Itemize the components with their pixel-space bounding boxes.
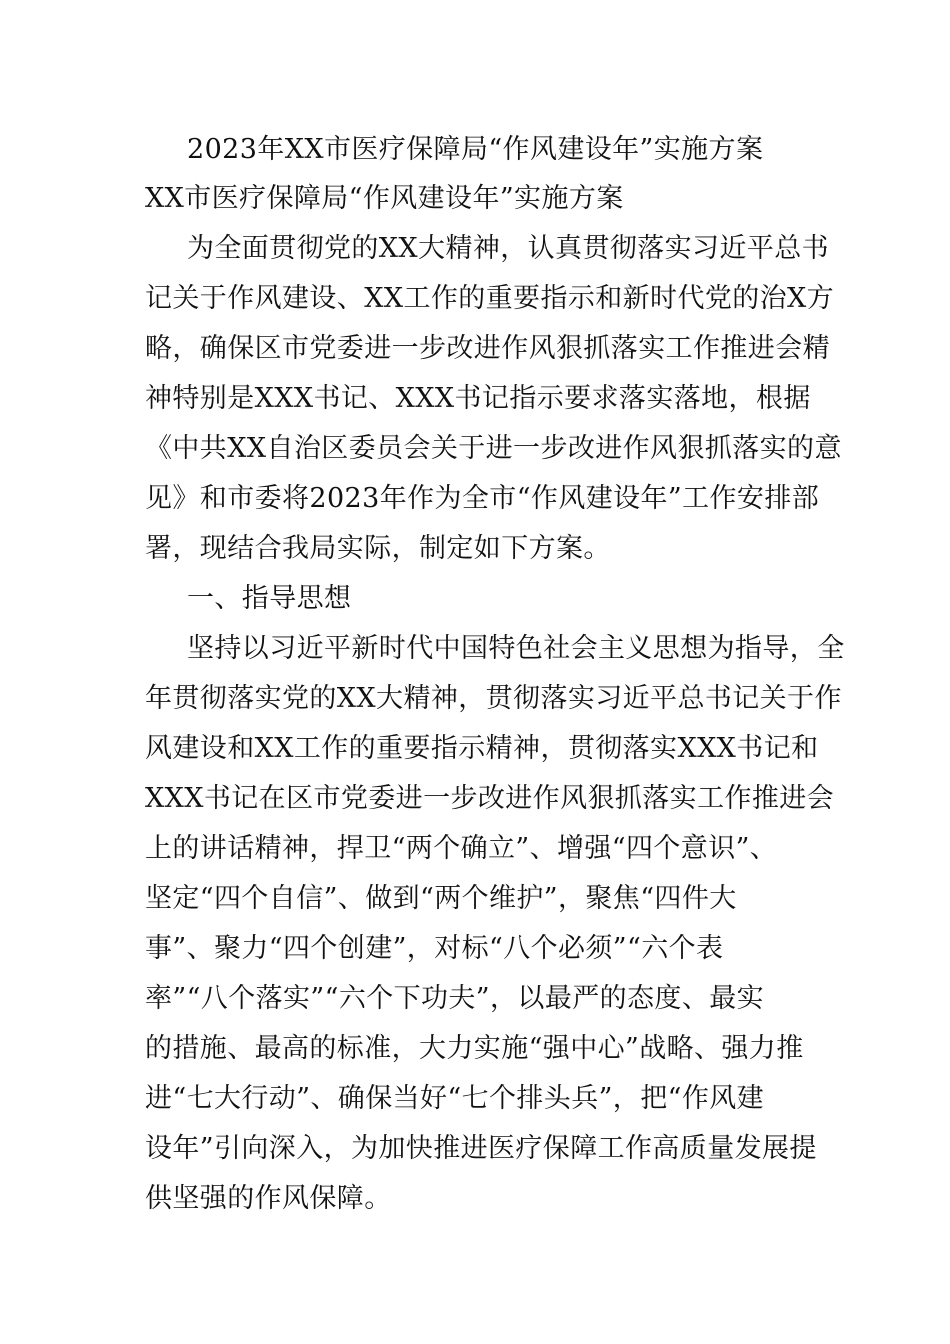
section-paragraph-line: 上的讲话精神，捍卫“两个确立”、增强“四个意识”、 [145,833,778,864]
section-paragraph-line: 事”、聚力“四个创建”，对标“八个必须”“六个表 [145,933,724,964]
section-paragraph-line: 的措施、最高的标准，大力实施“强中心”战略、强力推 [145,1033,804,1064]
section-paragraph-line: 进“七大行动”、确保当好“七个排头兵”，把“作风建 [145,1083,765,1114]
intro-paragraph-line: 略，确保区市党委进一步改进作风狠抓落实工作推进会精 [145,333,830,364]
section-paragraph-line: 坚定“四个自信”、做到“两个维护”，聚焦“四件大 [145,883,737,914]
section-paragraph-line: 供坚强的作风保障。 [145,1183,392,1214]
section-paragraph-line: 率”“八个落实”“六个下功夫”，以最严的态度、最实 [145,983,765,1014]
document-subtitle: XX市医疗保障局“作风建设年”实施方案 [145,183,624,214]
intro-paragraph-line: 为全面贯彻党的XX大精神，认真贯彻落实习近平总书 [187,233,830,264]
section-paragraph-line: 风建设和XX工作的重要指示精神，贯彻落实XXX书记和 [145,733,819,764]
intro-paragraph-line: 记关于作风建设、XX工作的重要指示和新时代党的治X方 [145,283,835,314]
document-title: 2023年XX市医疗保障局“作风建设年”实施方案 [187,134,764,165]
section-paragraph-line: 年贯彻落实党的XX大精神，贯彻落实习近平总书记关于作 [145,683,842,714]
intro-paragraph-line: 见》和市委将2023年作为全市“作风建设年”工作安排部 [145,483,820,514]
section-paragraph-line: 设年”引向深入，为加快推进医疗保障工作高质量发展提 [145,1133,817,1164]
intro-paragraph-line: 《中共XX自治区委员会关于进一步改进作风狠抓落实的意 [145,433,842,464]
section-heading: 一、指导思想 [187,583,352,614]
intro-paragraph-line: 神特别是XXX书记、XXX书记指示要求落实落地，根据 [145,383,811,414]
intro-paragraph-line: 署，现结合我局实际，制定如下方案。 [145,533,611,564]
section-paragraph-line: 坚持以习近平新时代中国特色社会主义思想为指导，全 [187,633,845,664]
section-paragraph-line: XXX书记在区市党委进一步改进作风狠抓落实工作推进会 [145,783,835,814]
